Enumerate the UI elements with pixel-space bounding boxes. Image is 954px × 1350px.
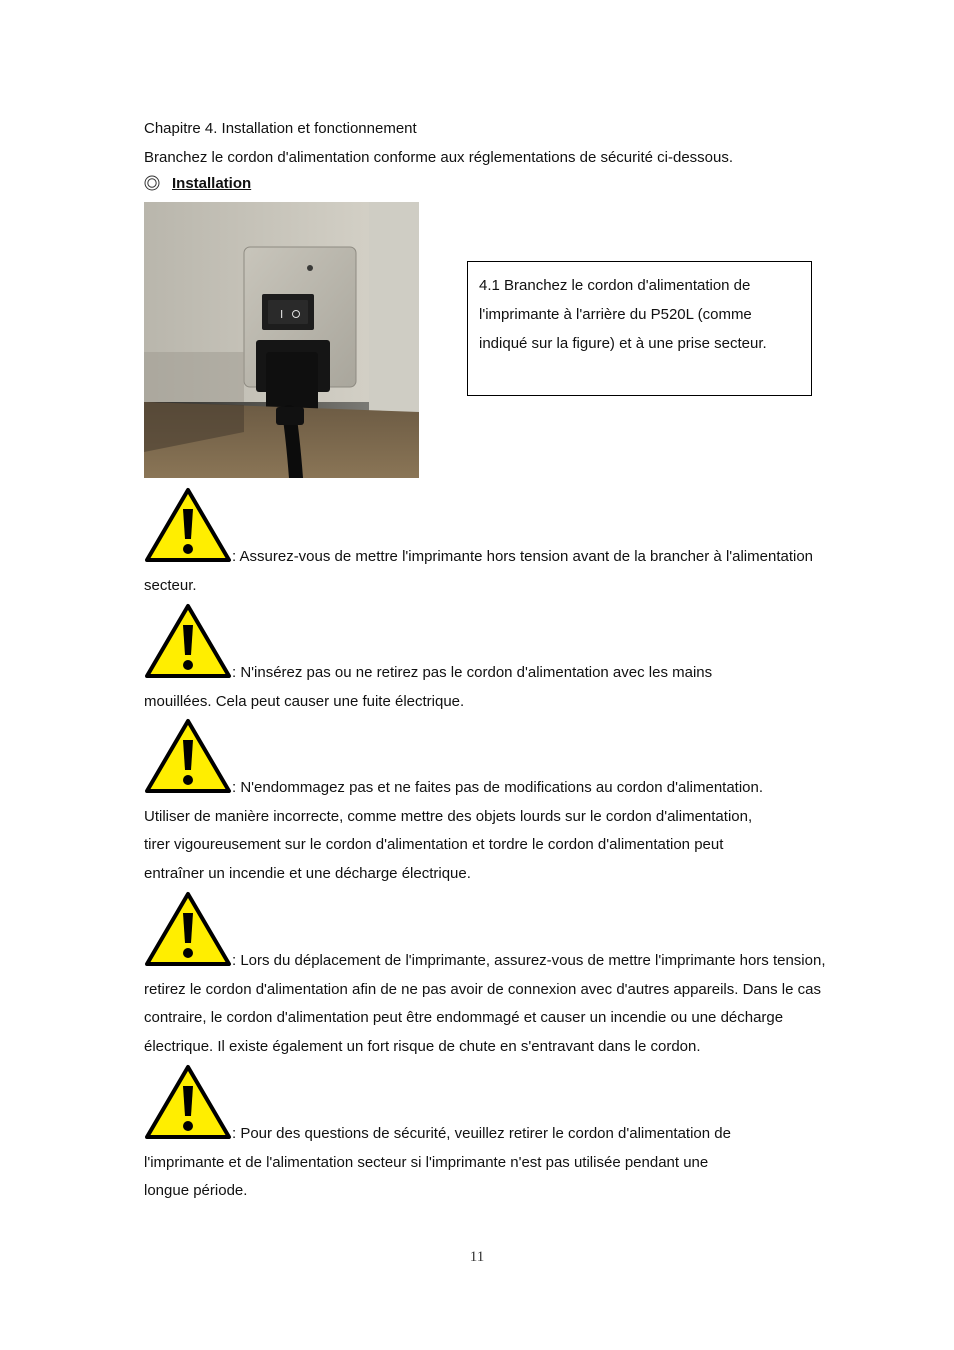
page-number: 11 xyxy=(469,1249,485,1265)
warning-line: tirer vigoureusement sur le cordon d'alimentation et tordre le cordon d'alimentation peut xyxy=(144,836,724,853)
callout-line: l'imprimante à l'arrière du P520L (comme xyxy=(479,306,752,323)
warning-line: longue période. xyxy=(144,1182,248,1199)
warning-line: : N'endommagez pas et ne faites pas de modifications au cordon d'alimentation. xyxy=(232,779,764,796)
callout-line: 4.1 Branchez le cordon d'alimentation de xyxy=(479,277,751,294)
figure-callout xyxy=(467,261,812,396)
warning-line: : Pour des questions de sécurité, veuillez retirer le cordon d'alimentation de xyxy=(232,1125,731,1142)
section-title: Installation xyxy=(172,175,252,192)
warning-line: Utiliser de manière incorrecte, comme mettre des objets lourds sur le cordon d'alimentation, xyxy=(144,807,753,825)
double-circle-icon xyxy=(144,175,160,191)
warning-line: mouillées. Cela peut causer une fuite électrique. xyxy=(144,692,465,710)
section-heading xyxy=(144,174,251,194)
warning-line: secteur. xyxy=(144,576,197,594)
warning-line: retirez le cordon d'alimentation afin de ne pas avoir de connexion avec d'autres appareils. Dans le cas xyxy=(144,980,821,998)
warning-line: l'imprimante et de l'alimentation secteur si l'imprimante n'est pas utilisée pendant une xyxy=(144,1153,709,1171)
warning-text xyxy=(144,543,813,600)
warning-text xyxy=(144,1120,731,1206)
chapter-heading: Chapitre 4. Installation et fonctionnement xyxy=(144,120,417,137)
warning-text xyxy=(144,947,826,1061)
warning-line: électrique. Il existe également un fort risque de chute en s'entravant dans le cordon. xyxy=(144,1037,701,1055)
callout-line: indiqué sur la figure) et à une prise secteur. xyxy=(479,335,767,352)
warning-line: : Lors du déplacement de l'imprimante, assurez-vous de mettre l'imprimante hors tension, xyxy=(232,952,826,969)
warning-text xyxy=(144,774,763,888)
svg-text:I: I xyxy=(280,308,284,321)
warning-line: : Assurez-vous de mettre l'imprimante hors tension avant de la brancher à l'alimentation xyxy=(232,548,814,565)
warning-line: : N'insérez pas ou ne retirez pas le cordon d'alimentation avec les mains xyxy=(232,664,713,681)
warning-line: contraire, le cordon d'alimentation peut être endommagé et causer un incendie ou une décharge xyxy=(144,1009,784,1026)
intro-text: Branchez le cordon d'alimentation conforme aux réglementations de sécurité ci-dessous. xyxy=(144,149,734,166)
warning-text xyxy=(144,659,712,716)
printer-power-photo xyxy=(144,202,419,478)
warning-line: entraîner un incendie et une décharge électrique. xyxy=(144,864,471,882)
